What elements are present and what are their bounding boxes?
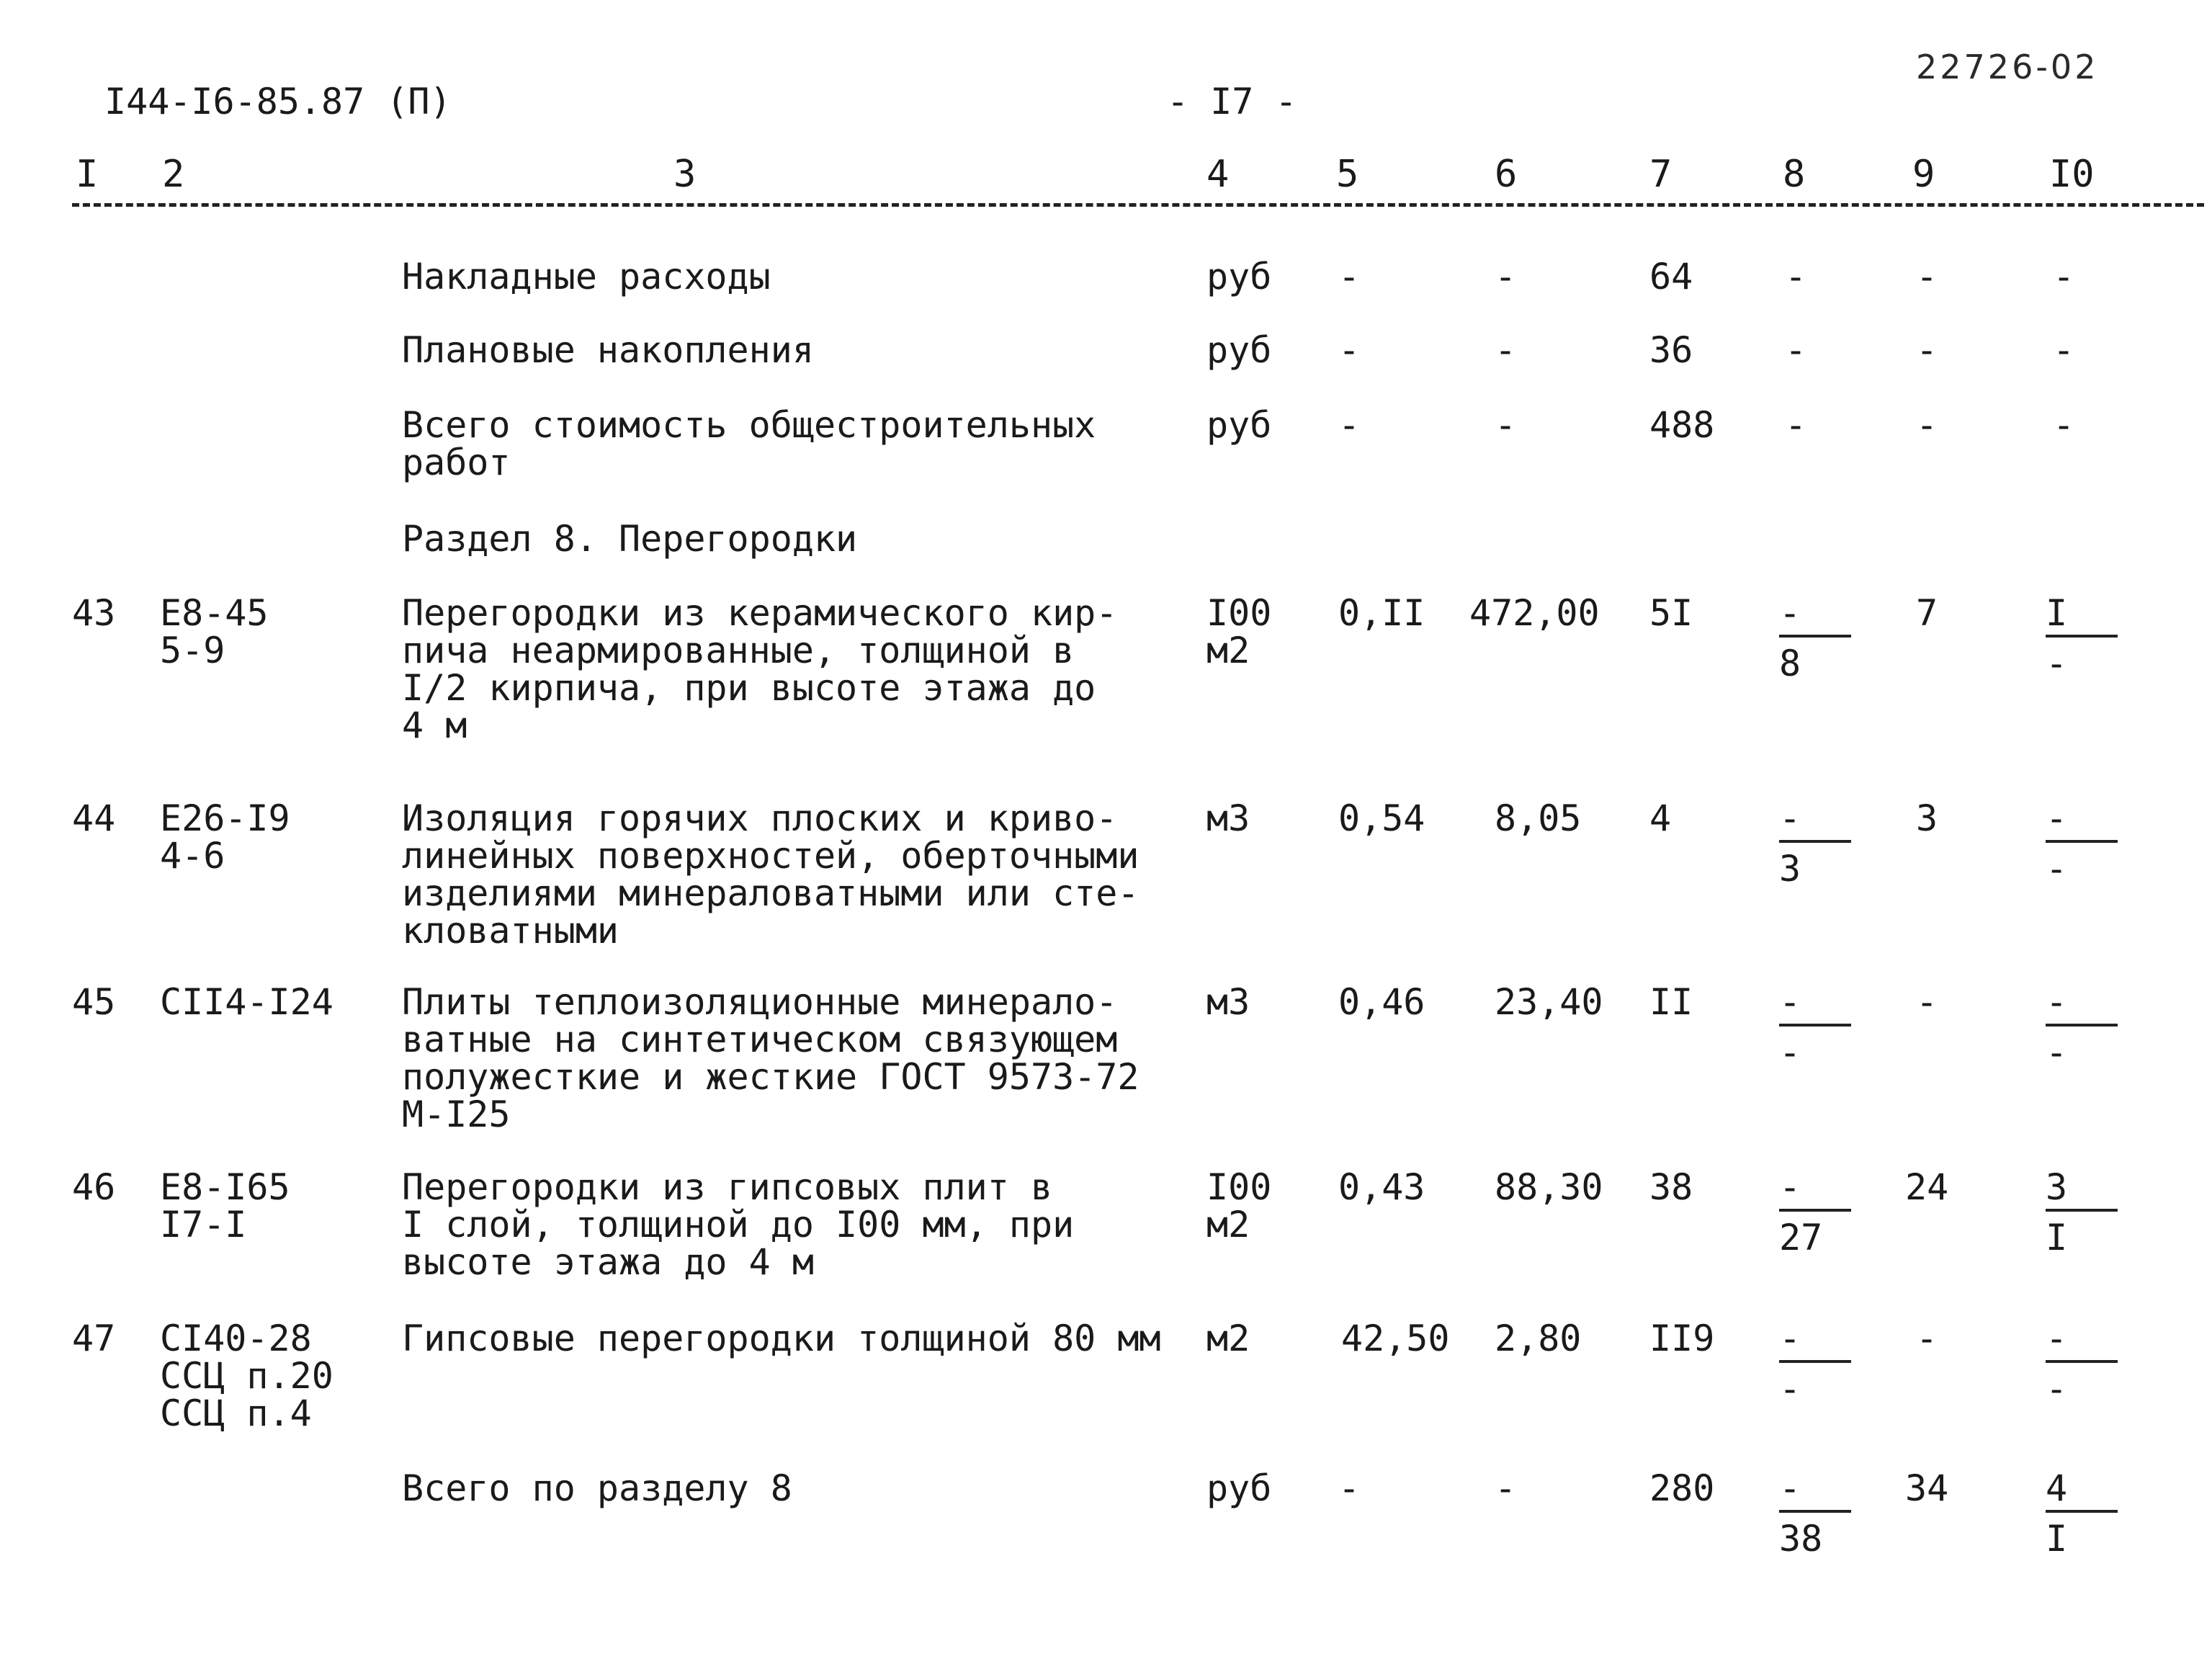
page-number: - I7 - (1167, 81, 1297, 122)
row-description: Всего по разделу 8 (402, 1467, 792, 1509)
row-col7: II (1649, 981, 1693, 1023)
row-unit: руб (1206, 404, 1272, 446)
fraction-denominator: 38 (1779, 1518, 1823, 1560)
column-number-10: I0 (2049, 153, 2095, 196)
row-number: 47 (72, 1318, 116, 1359)
fraction-numerator: - (2046, 981, 2068, 1023)
fraction-bar (2046, 1024, 2118, 1027)
row-unit: м3 (1206, 981, 1250, 1023)
row-unit: руб (1206, 256, 1272, 298)
row-code: СII4-I24 (160, 981, 333, 1023)
row-col8-fraction (1779, 1318, 1866, 1410)
row-col5: 0,54 (1338, 797, 1425, 839)
row-unit: I00 м2 (1206, 592, 1272, 671)
column-number-4: 4 (1206, 153, 1230, 196)
column-number-7: 7 (1649, 153, 1673, 196)
row-description: Перегородки из гипсовых плит в I слой, толщиной до I00 мм, при высоте этажа до 4 м (402, 1166, 1075, 1283)
row-col6: 472,00 (1469, 592, 1600, 634)
fraction-numerator: I (2046, 592, 2068, 634)
row-col10-fraction (2046, 1318, 2132, 1410)
header-rule (72, 203, 2204, 207)
fraction-bar (2046, 635, 2118, 638)
row-col8: - (1785, 256, 1807, 298)
row-col9: - (1916, 329, 1938, 371)
row-col10: - (2053, 329, 2075, 371)
row-number: 44 (72, 797, 116, 839)
row-col8-fraction (1779, 592, 1866, 684)
row-col8-fraction (1779, 981, 1866, 1073)
column-number-9: 9 (1912, 153, 1935, 196)
fraction-denominator: 8 (1779, 643, 1801, 684)
fraction-bar (1779, 635, 1851, 638)
fraction-bar (2046, 1209, 2118, 1212)
fraction-numerator: - (1779, 797, 1801, 839)
fraction-numerator: - (1779, 1318, 1801, 1359)
row-col9: - (1916, 256, 1938, 298)
row-col8: - (1785, 329, 1807, 371)
row-col9: 34 (1905, 1467, 1949, 1509)
row-unit: руб (1206, 329, 1272, 371)
column-number-8: 8 (1783, 153, 1806, 196)
row-description: Гипсовые перегородки толщиной 80 мм (402, 1318, 1161, 1359)
row-col6: 88,30 (1495, 1166, 1603, 1208)
row-col5: - (1338, 329, 1361, 371)
row-description: Плановые накопления (402, 329, 814, 371)
row-number: 46 (72, 1166, 116, 1208)
fraction-denominator: - (2046, 848, 2068, 890)
row-col7: II9 (1649, 1318, 1715, 1359)
fraction-numerator: - (1779, 981, 1801, 1023)
row-col6: - (1495, 404, 1517, 446)
row-code: Е8-45 5-9 (160, 592, 269, 671)
row-col5: - (1338, 1467, 1361, 1509)
fraction-numerator: - (1779, 1467, 1801, 1509)
row-col9: 3 (1916, 797, 1938, 839)
row-description: Перегородки из керамического кир- пича неармированные, толщиной в I/2 кирпича, при высоте этажа до 4 м (402, 592, 1118, 746)
fraction-numerator: - (1779, 592, 1801, 634)
row-col5: 42,50 (1341, 1318, 1450, 1359)
fraction-numerator: - (2046, 797, 2068, 839)
row-col7: 488 (1649, 404, 1715, 446)
fraction-denominator: 3 (1779, 848, 1801, 890)
row-code: Е26-I9 4-6 (160, 797, 290, 877)
row-col8: - (1785, 404, 1807, 446)
fraction-numerator: 4 (2046, 1467, 2068, 1509)
row-col5: 0,46 (1338, 981, 1425, 1023)
row-col7: 38 (1649, 1166, 1693, 1208)
column-number-6: 6 (1495, 153, 1518, 196)
row-col7: 280 (1649, 1467, 1715, 1509)
fraction-bar (1779, 1360, 1851, 1363)
row-unit: руб (1206, 1467, 1272, 1509)
column-number-3: 3 (673, 153, 697, 196)
fraction-denominator: I (2046, 1217, 2068, 1258)
row-col10-fraction (2046, 1166, 2132, 1258)
row-col6: - (1495, 329, 1517, 371)
row-col8-fraction (1779, 797, 1866, 890)
row-col7: 4 (1649, 797, 1672, 839)
fraction-bar (2046, 1360, 2118, 1363)
row-col6: 23,40 (1495, 981, 1603, 1023)
fraction-numerator: 3 (2046, 1166, 2068, 1208)
fraction-denominator: - (1779, 1032, 1801, 1073)
column-number-1: I (76, 153, 99, 196)
row-col9: - (1916, 981, 1938, 1023)
row-col9: 7 (1916, 592, 1938, 634)
row-col10: - (2053, 404, 2075, 446)
row-col7: 5I (1649, 592, 1693, 634)
fraction-numerator: - (1779, 1166, 1801, 1208)
document-code: I44-I6-85.87 (П) (104, 81, 452, 122)
row-col6: 2,80 (1495, 1318, 1582, 1359)
row-code: СI40-28 ССЦ п.20 ССЦ п.4 (160, 1318, 333, 1434)
fraction-denominator: - (2046, 1368, 2068, 1410)
column-number-5: 5 (1336, 153, 1359, 196)
row-col10-fraction (2046, 981, 2132, 1073)
row-unit: м2 (1206, 1318, 1250, 1359)
row-col6: - (1495, 256, 1517, 298)
row-unit: I00 м2 (1206, 1166, 1272, 1246)
row-col10-fraction (2046, 1467, 2132, 1560)
row-col10: - (2053, 256, 2075, 298)
row-col10-fraction (2046, 797, 2132, 890)
column-number-2: 2 (162, 153, 185, 196)
row-description: Плиты теплоизоляционные минерало- ватные на синтетическом связующем полужесткие и жесткие ГОСТ 9573-72 М-I25 (402, 981, 1139, 1135)
row-description: Накладные расходы (402, 256, 771, 298)
handwritten-number: 22726-02 (1916, 48, 2099, 86)
section-title: Раздел 8. Перегородки (402, 518, 858, 560)
row-number: 43 (72, 592, 116, 634)
fraction-denominator: - (1779, 1368, 1801, 1410)
fraction-bar (1779, 1024, 1851, 1027)
row-description: Всего стоимость общестроительных работ (402, 404, 1096, 483)
fraction-bar (2046, 840, 2118, 843)
fraction-bar (1779, 840, 1851, 843)
row-col9: 24 (1905, 1166, 1949, 1208)
row-col5: 0,43 (1338, 1166, 1425, 1208)
fraction-numerator: - (2046, 1318, 2068, 1359)
fraction-bar (2046, 1510, 2118, 1513)
row-col5: - (1338, 404, 1361, 446)
fraction-denominator: 27 (1779, 1217, 1823, 1258)
row-col7: 36 (1649, 329, 1693, 371)
row-col8-fraction (1779, 1467, 1866, 1560)
fraction-bar (1779, 1209, 1851, 1212)
row-description: Изоляция горячих плоских и криво- линейных поверхностей, оберточными изделиями минераловатными или сте- кловатными (402, 797, 1139, 952)
fraction-denominator: - (2046, 643, 2068, 684)
row-col5: 0,II (1338, 592, 1425, 634)
row-col9: - (1916, 404, 1938, 446)
fraction-bar (1779, 1510, 1851, 1513)
row-col8-fraction (1779, 1166, 1866, 1258)
row-unit: м3 (1206, 797, 1250, 839)
row-col7: 64 (1649, 256, 1693, 298)
row-col10-fraction (2046, 592, 2132, 684)
fraction-denominator: I (2046, 1518, 2068, 1560)
row-col6: 8,05 (1495, 797, 1582, 839)
fraction-denominator: - (2046, 1032, 2068, 1073)
row-col9: - (1916, 1318, 1938, 1359)
row-number: 45 (72, 981, 116, 1023)
row-code: Е8-I65 I7-I (160, 1166, 290, 1246)
row-col5: - (1338, 256, 1361, 298)
row-col6: - (1495, 1467, 1517, 1509)
